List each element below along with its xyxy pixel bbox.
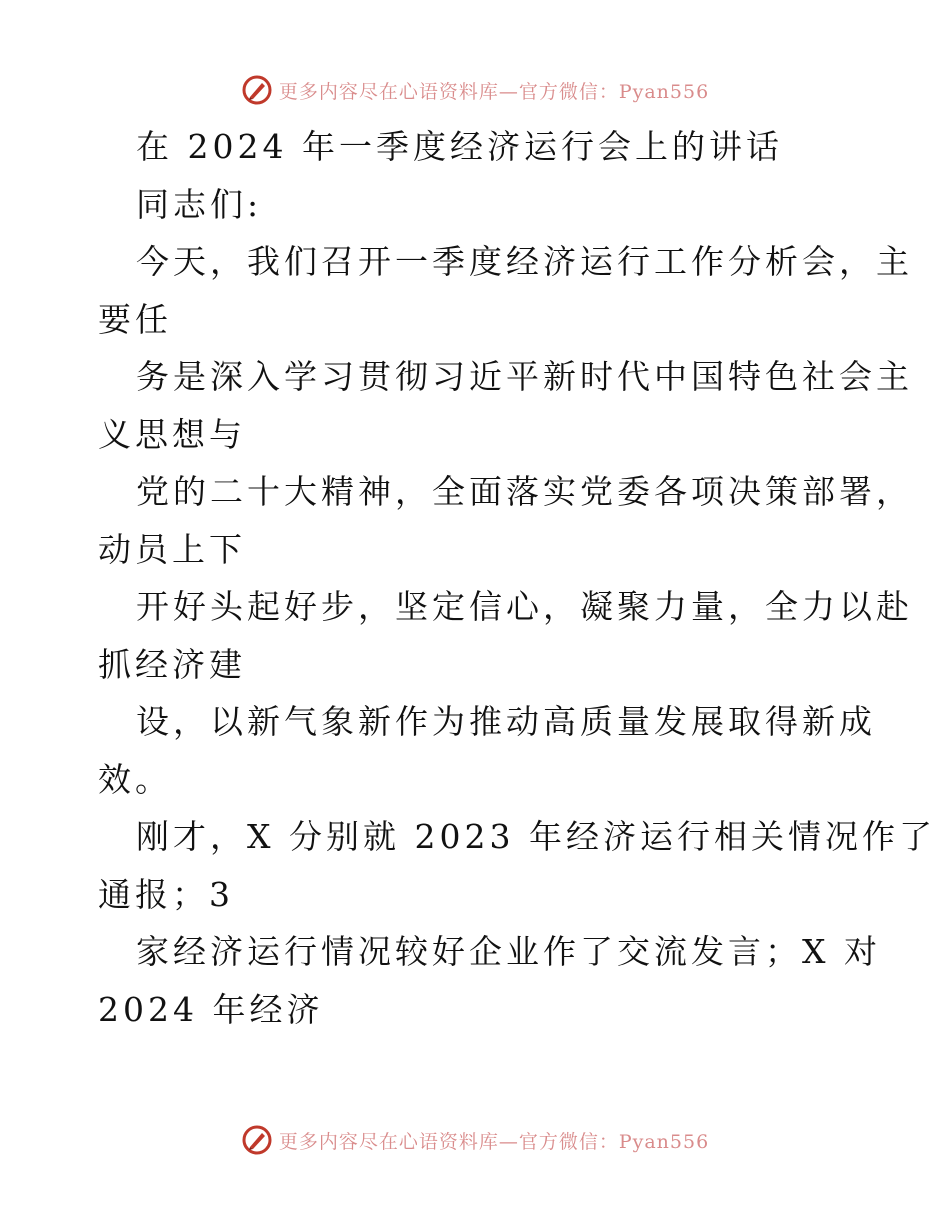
header-banner-text: 更多内容尽在心语资料库—官方微信：Pyan556	[278, 80, 710, 103]
document-line: 党的二十大精神，全面落实党委各项决策部署，	[136, 472, 913, 511]
document-line: 效。	[98, 759, 172, 799]
document-line: 动员上下	[98, 529, 246, 569]
document-line: 设，以新气象新作为推动高质量发展取得新成	[136, 702, 876, 741]
document-line: 务是深入学习贯彻习近平新时代中国特色社会主	[136, 357, 913, 396]
document-body	[98, 118, 936, 1038]
red-pen-circle-logo-icon	[241, 1124, 273, 1156]
header-banner	[0, 72, 950, 108]
document-line: 要任	[98, 299, 172, 339]
document-line: 刚才，X 分别就 2023 年经济运行相关情况作了	[136, 817, 936, 856]
footer-banner	[0, 1122, 950, 1158]
document-line: 抓经济建	[98, 644, 246, 684]
document-line: 同志们:	[136, 184, 263, 224]
document-line: 今天，我们召开一季度经济运行工作分析会，主	[136, 242, 913, 281]
document-line: 2024 年经济	[98, 989, 324, 1029]
document-line: 开好头起好步，坚定信心，凝聚力量，全力以赴	[136, 587, 913, 626]
red-pen-circle-logo-icon	[241, 74, 273, 106]
document-line: 在 2024 年一季度经济运行会上的讲话	[136, 127, 783, 166]
footer-banner-text: 更多内容尽在心语资料库—官方微信：Pyan556	[278, 1130, 710, 1153]
document-line: 家经济运行情况较好企业作了交流发言；X 对	[136, 932, 881, 971]
document-line: 义思想与	[98, 414, 246, 454]
document-line: 通报；3	[98, 874, 234, 914]
